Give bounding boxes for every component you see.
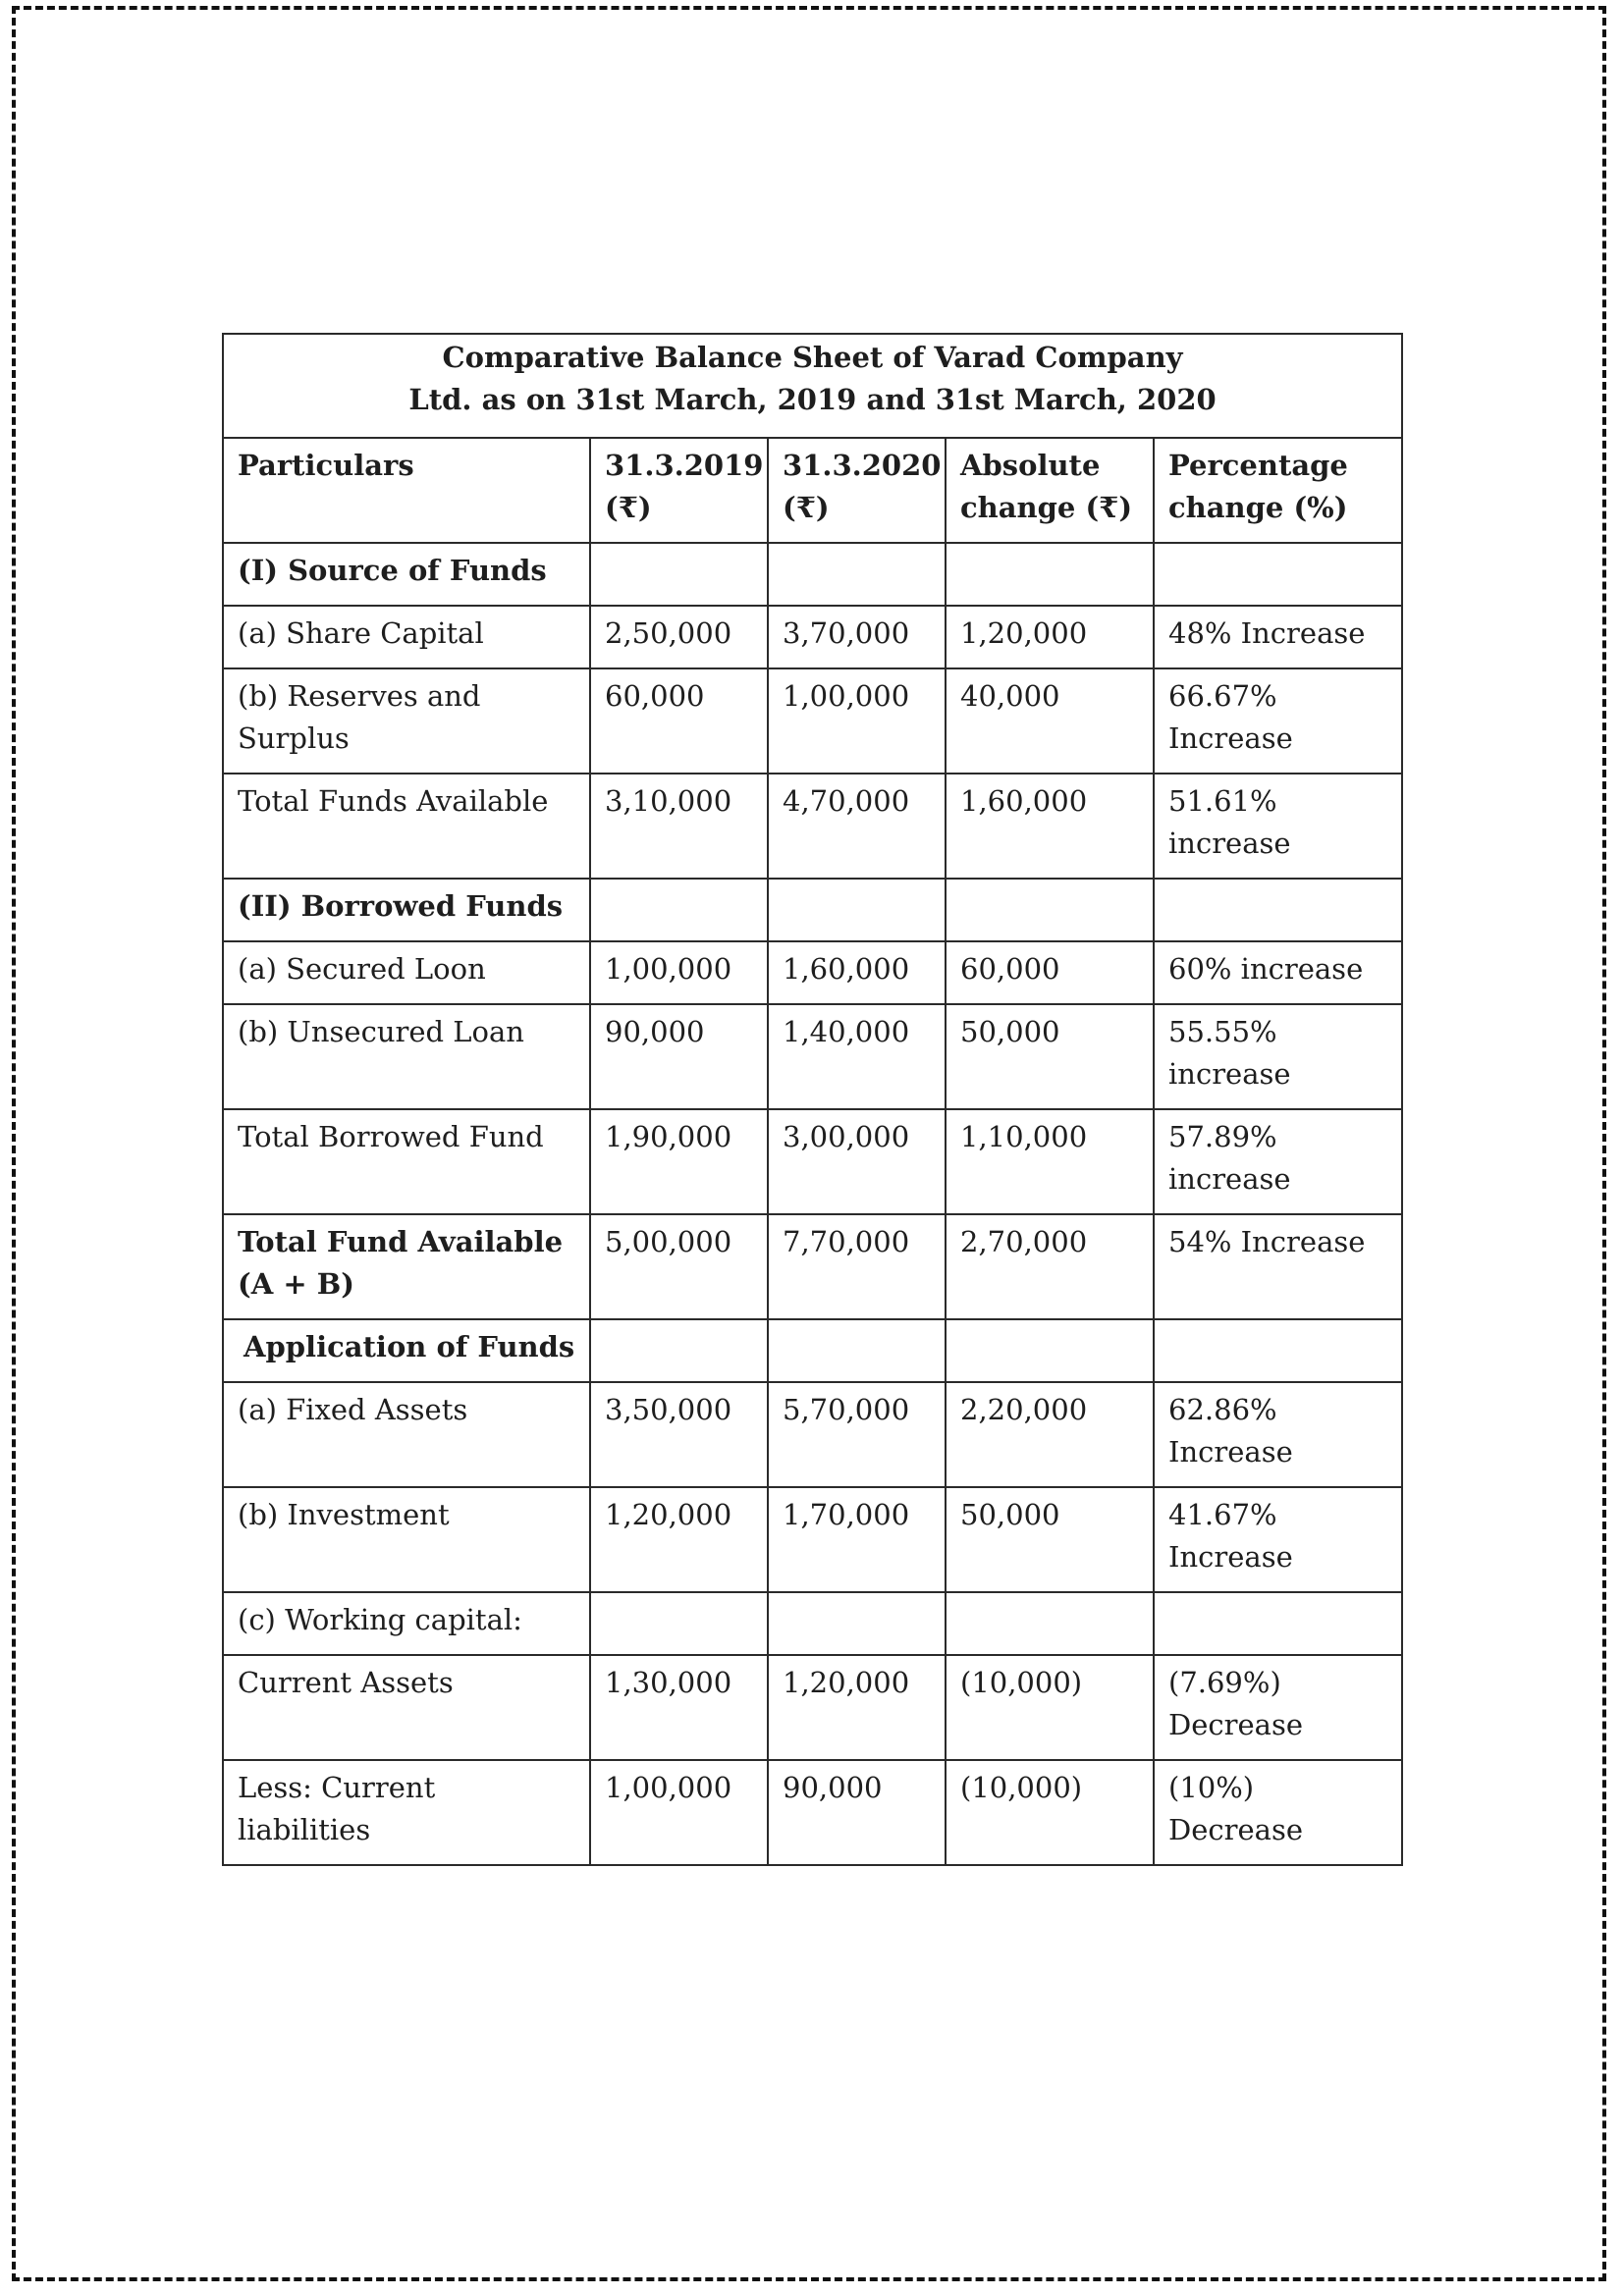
cell-2019: 5,00,000 [590, 1214, 768, 1319]
cell-percentage-change: 54% Increase [1154, 1214, 1402, 1319]
cell-particulars: (I) Source of Funds [223, 543, 590, 606]
cell-2020: 1,20,000 [768, 1655, 946, 1760]
cell-percentage-change [1154, 1319, 1402, 1382]
table-row-unsecured-loan [223, 1004, 1402, 1109]
cell-2020: 4,70,000 [768, 774, 946, 879]
cell-2020: 7,70,000 [768, 1214, 946, 1319]
cell-2019: 60,000 [590, 668, 768, 774]
cell-particulars: (c) Working capital: [223, 1592, 590, 1655]
cell-absolute-change: 1,10,000 [946, 1109, 1154, 1214]
cell-2019: 3,10,000 [590, 774, 768, 879]
cell-particulars: Less: Current liabilities [223, 1760, 590, 1865]
cell-absolute-change [946, 543, 1154, 606]
cell-2020 [768, 1592, 946, 1655]
cell-2019 [590, 543, 768, 606]
cell-percentage-change: 66.67% Increase [1154, 668, 1402, 774]
header-absolute-change: Absolute change (₹) [946, 438, 1154, 543]
cell-2019: 1,00,000 [590, 941, 768, 1004]
cell-absolute-change: (10,000) [946, 1760, 1154, 1865]
cell-absolute-change: 50,000 [946, 1004, 1154, 1109]
title-line-1: Comparative Balance Sheet of Varad Company [442, 341, 1183, 374]
cell-2020 [768, 1319, 946, 1382]
cell-percentage-change [1154, 879, 1402, 941]
cell-2019: 3,50,000 [590, 1382, 768, 1487]
cell-absolute-change: 1,20,000 [946, 606, 1154, 668]
cell-absolute-change: 2,20,000 [946, 1382, 1154, 1487]
table-row-share-capital [223, 606, 1402, 668]
cell-2020: 1,40,000 [768, 1004, 946, 1109]
cell-percentage-change: 51.61% increase [1154, 774, 1402, 879]
header-percentage-change: Percentage change (%) [1154, 438, 1402, 543]
cell-absolute-change: (10,000) [946, 1655, 1154, 1760]
table-row-total-funds-available [223, 774, 1402, 879]
cell-particulars: (b) Reserves and Surplus [223, 668, 590, 774]
cell-percentage-change [1154, 1592, 1402, 1655]
cell-particulars: Current Assets [223, 1655, 590, 1760]
cell-percentage-change: 55.55% increase [1154, 1004, 1402, 1109]
table-row-working-capital [223, 1592, 1402, 1655]
cell-absolute-change [946, 1319, 1154, 1382]
table-row-total-borrowed-fund [223, 1109, 1402, 1214]
cell-2019 [590, 1592, 768, 1655]
cell-2019: 90,000 [590, 1004, 768, 1109]
cell-2019: 2,50,000 [590, 606, 768, 668]
cell-particulars: (a) Fixed Assets [223, 1382, 590, 1487]
cell-absolute-change: 1,60,000 [946, 774, 1154, 879]
cell-2019 [590, 1319, 768, 1382]
header-particulars: Particulars [223, 438, 590, 543]
cell-percentage-change: 60% increase [1154, 941, 1402, 1004]
cell-2020: 1,00,000 [768, 668, 946, 774]
cell-particulars: (b) Unsecured Loan [223, 1004, 590, 1109]
table-row-total-fund-available [223, 1214, 1402, 1319]
table-row-application-of-funds [223, 1319, 1402, 1382]
cell-2020: 5,70,000 [768, 1382, 946, 1487]
cell-particulars: Total Borrowed Fund [223, 1109, 590, 1214]
cell-2020: 1,60,000 [768, 941, 946, 1004]
cell-2019 [590, 879, 768, 941]
table-row-fixed-assets [223, 1382, 1402, 1487]
cell-2020 [768, 543, 946, 606]
cell-absolute-change [946, 1592, 1154, 1655]
cell-particulars: Total Fund Available (A + B) [223, 1214, 590, 1319]
table-row-investment [223, 1487, 1402, 1592]
header-2019: 31.3.2019 (₹) [590, 438, 768, 543]
cell-absolute-change: 2,70,000 [946, 1214, 1154, 1319]
cell-percentage-change: (7.69%) Decrease [1154, 1655, 1402, 1760]
cell-percentage-change: 41.67% Increase [1154, 1487, 1402, 1592]
cell-particulars: (a) Share Capital [223, 606, 590, 668]
cell-2019: 1,20,000 [590, 1487, 768, 1592]
cell-2020: 90,000 [768, 1760, 946, 1865]
cell-2019: 1,00,000 [590, 1760, 768, 1865]
cell-absolute-change: 40,000 [946, 668, 1154, 774]
header-2020: 31.3.2020 (₹) [768, 438, 946, 543]
cell-particulars: Application of Funds [223, 1319, 590, 1382]
cell-2020 [768, 879, 946, 941]
cell-percentage-change: 57.89% increase [1154, 1109, 1402, 1214]
cell-percentage-change: 48% Increase [1154, 606, 1402, 668]
cell-absolute-change: 50,000 [946, 1487, 1154, 1592]
cell-particulars: Total Funds Available [223, 774, 590, 879]
header-row [223, 438, 1402, 543]
table-row-current-assets [223, 1655, 1402, 1760]
table-title [223, 334, 1402, 438]
table-row-borrowed-funds [223, 879, 1402, 941]
cell-2019: 1,30,000 [590, 1655, 768, 1760]
cell-2020: 3,00,000 [768, 1109, 946, 1214]
cell-percentage-change [1154, 543, 1402, 606]
cell-absolute-change: 60,000 [946, 941, 1154, 1004]
table-row-secured-loan [223, 941, 1402, 1004]
cell-absolute-change [946, 879, 1154, 941]
table-row-reserves-and-surplus [223, 668, 1402, 774]
table-row-source-of-funds [223, 543, 1402, 606]
cell-2020: 1,70,000 [768, 1487, 946, 1592]
cell-2019: 1,90,000 [590, 1109, 768, 1214]
cell-particulars: (II) Borrowed Funds [223, 879, 590, 941]
cell-percentage-change: 62.86% Increase [1154, 1382, 1402, 1487]
cell-2020: 3,70,000 [768, 606, 946, 668]
title-line-2: Ltd. as on 31st March, 2019 and 31st March, 2020 [408, 383, 1217, 416]
comparative-balance-sheet-table [222, 333, 1403, 1866]
table-row-current-liabilities [223, 1760, 1402, 1865]
cell-particulars: (b) Investment [223, 1487, 590, 1592]
cell-particulars: (a) Secured Loon [223, 941, 590, 1004]
cell-percentage-change: (10%) Decrease [1154, 1760, 1402, 1865]
